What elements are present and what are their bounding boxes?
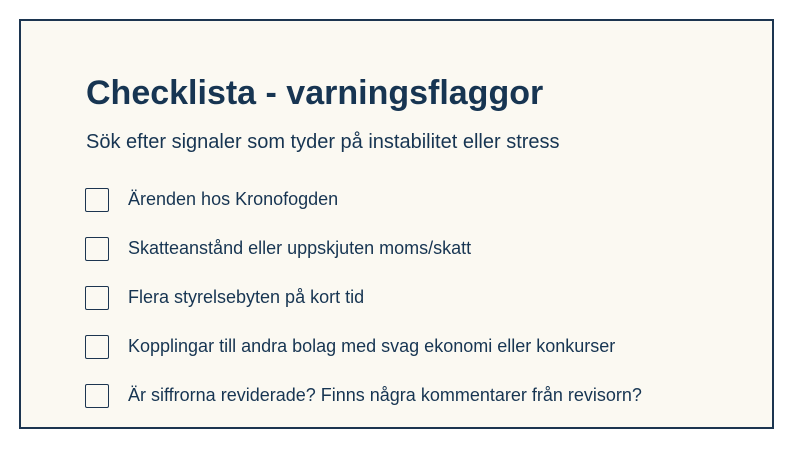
checklist-item: [85, 224, 642, 273]
checklist-card: [19, 19, 774, 429]
checkbox[interactable]: [85, 286, 109, 310]
checklist-item: [85, 322, 642, 371]
checkbox[interactable]: [85, 237, 109, 261]
checklist-item: [85, 175, 642, 224]
checkbox[interactable]: [85, 188, 109, 212]
checklist-item: [85, 273, 642, 322]
page-title: Checklista - varningsflaggor: [86, 74, 544, 112]
checklist-item-label: Skatteanstånd eller uppskjuten moms/skatt: [128, 238, 472, 258]
checklist-item-label: Ärenden hos Kronofogden: [128, 189, 339, 209]
page-subtitle: Sök efter signaler som tyder på instabilitet eller stress: [86, 131, 560, 153]
checklist-item-label: Flera styrelsebyten på kort tid: [128, 287, 365, 307]
checklist: [85, 175, 642, 420]
checkbox[interactable]: [85, 335, 109, 359]
checklist-item: [85, 371, 642, 420]
checklist-item-label: Är siffrorna reviderade? Finns några kommentarer från revisorn?: [128, 385, 642, 405]
checklist-item-label: Kopplingar till andra bolag med svag ekonomi eller konkurser: [128, 336, 616, 356]
checkbox[interactable]: [85, 384, 109, 408]
